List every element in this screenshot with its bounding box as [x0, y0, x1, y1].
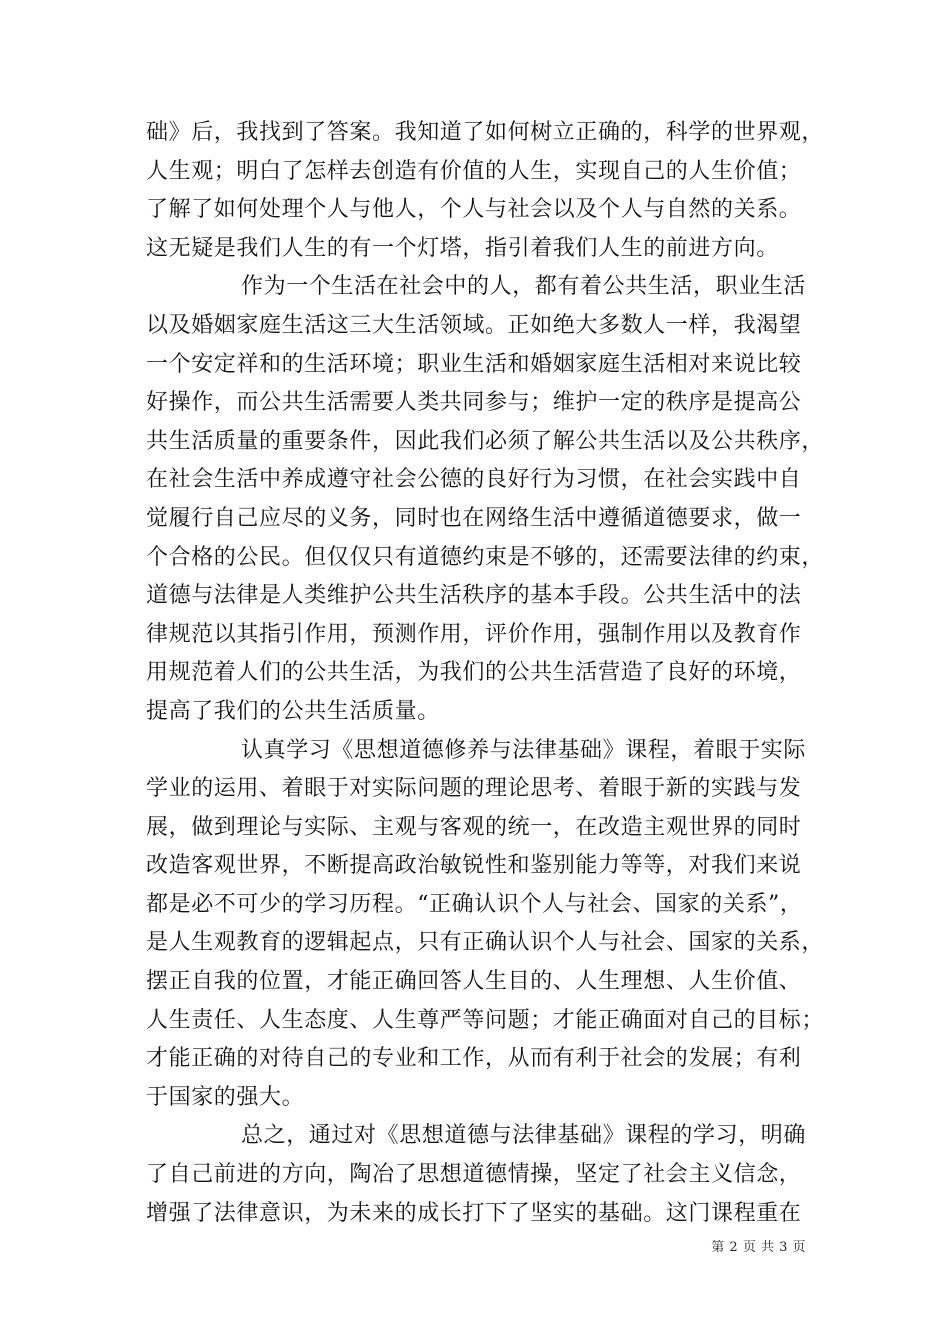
text-line: 人生观；明白了怎样去创造有价值的人生，实现自己的人生价值； — [146, 158, 802, 184]
text-line: 好操作，而公共生活需要人类共同参与；维护一定的秩序是提高公 — [146, 390, 802, 416]
body-text — [146, 114, 836, 1233]
text-line: 摆正自我的位置，才能正确回答人生目的、人生理想、人生价值、 — [146, 969, 802, 995]
text-line: 用规范着人们的公共生活，为我们的公共生活营造了良好的环境， — [146, 660, 802, 686]
text-line: 提高了我们的公共生活质量。 — [146, 698, 440, 724]
text-line: 都是必不可少的学习历程。“正确认识个人与社会、国家的关系”， — [146, 891, 803, 917]
paragraph-first-line: 认真学习《思想道德修养与法律基础》课程，着眼于实际 — [241, 737, 807, 763]
page-footer: 第 2 页 共 3 页 — [711, 1240, 806, 1255]
text-line: 律规范以其指引作用，预测作用，评价作用，强制作用以及教育作 — [146, 621, 802, 647]
text-line: 了解了如何处理个人与他人，个人与社会以及个人与自然的关系。 — [146, 197, 802, 223]
text-line: 展，做到理论与实际、主观与客观的统一，在改造主观世界的同时 — [146, 814, 802, 840]
text-line: 共生活质量的重要条件，因此我们必须了解公共生活以及公共秩序， — [146, 428, 825, 454]
text-line: 在社会生活中养成遵守社会公德的良好行为习惯，在社会实践中自 — [146, 467, 802, 493]
text-line: 个合格的公民。但仅仅只有道德约束是不够的，还需要法律的约束， — [146, 544, 825, 570]
text-line: 于国家的强大。 — [146, 1084, 305, 1110]
text-line: 这无疑是我们人生的有一个灯塔，指引着我们人生的前进方向。 — [146, 235, 779, 261]
text-line: 以及婚姻家庭生活这三大生活领域。正如绝大多数人一样，我渴望 — [146, 312, 802, 338]
text-line: 是人生观教育的逻辑起点，只有正确认识个人与社会、国家的关系， — [146, 930, 825, 956]
text-line: 觉履行自己应尽的义务，同时也在网络生活中遵循道德要求，做一 — [146, 505, 802, 531]
text-line: 一个安定祥和的生活环境；职业生活和婚姻家庭生活相对来说比较 — [146, 351, 802, 377]
text-line: 增强了法律意识，为未来的成长打下了坚实的基础。这门课程重在 — [146, 1200, 802, 1226]
text-line: 道德与法律是人类维护公共生活秩序的基本手段。公共生活中的法 — [146, 583, 802, 609]
text-line: 了自己前进的方向，陶冶了思想道德情操，坚定了社会主义信念， — [146, 1162, 802, 1188]
text-line: 才能正确的对待自己的专业和工作，从而有利于社会的发展；有利 — [146, 1046, 802, 1072]
text-line: 础》后，我找到了答案。我知道了如何树立正确的，科学的世界观， — [146, 120, 825, 145]
text-line: 改造客观世界，不断提高政治敏锐性和鉴别能力等等，对我们来说 — [146, 853, 802, 879]
paragraph-first-line: 作为一个生活在社会中的人，都有着公共生活，职业生活 — [241, 274, 807, 300]
text-line: 学业的运用、着眼于对实际问题的理论思考、着眼于新的实践与发 — [146, 776, 802, 802]
paragraph-first-line: 总之，通过对《思想道德与法律基础》课程的学习，明确 — [241, 1123, 807, 1149]
text-line: 人生责任、人生态度、人生尊严等问题；才能正确面对自己的目标； — [146, 1007, 825, 1033]
